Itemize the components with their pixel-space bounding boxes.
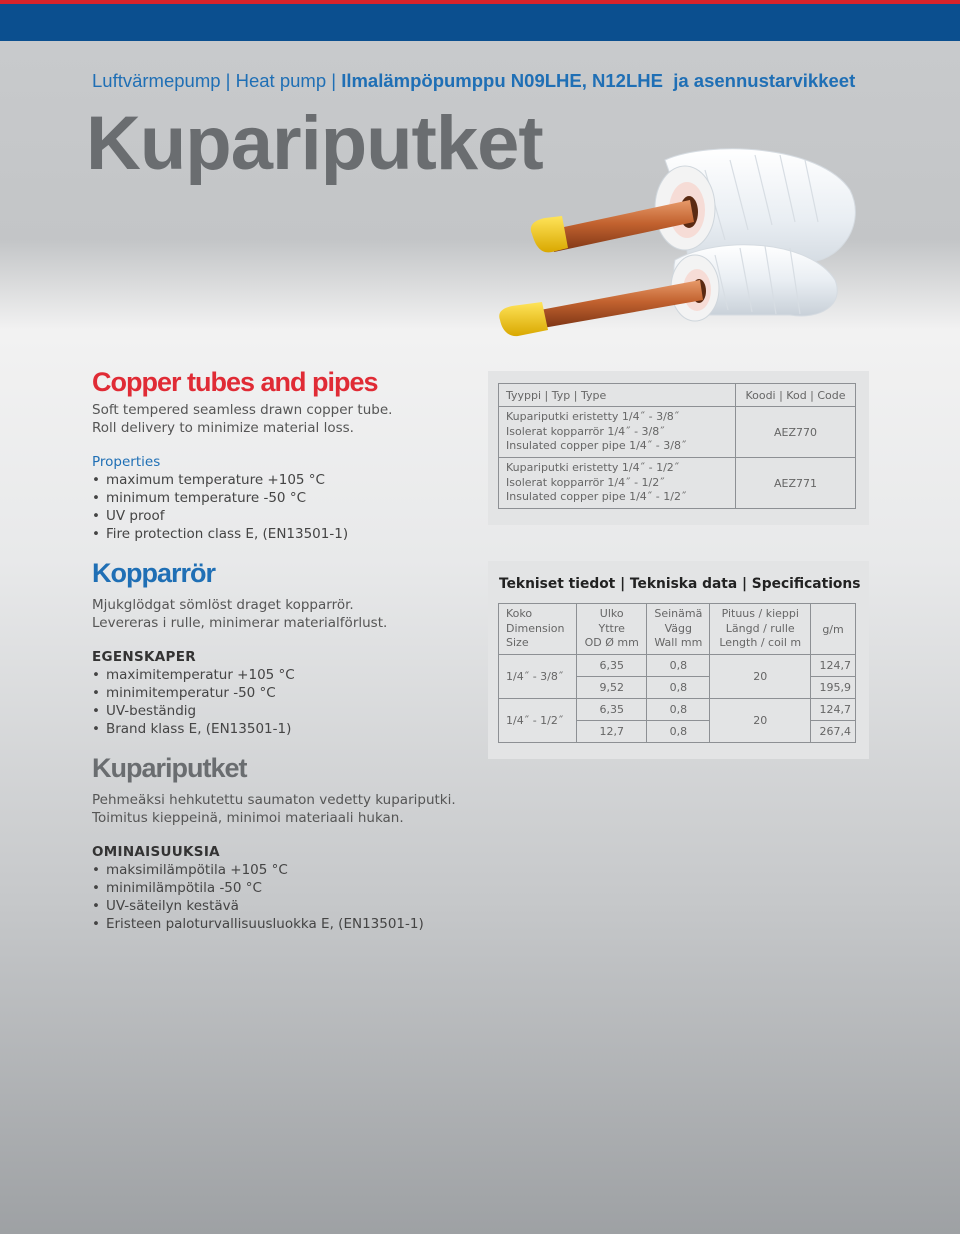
code-cell: AEZ771 xyxy=(736,458,856,509)
size-cell: 1/4˝ - 1/2˝ xyxy=(499,699,577,743)
swedish-property: • maximitemperatur +105 °C xyxy=(92,666,295,684)
wall-column-header xyxy=(647,604,710,655)
specs-header-row xyxy=(499,604,856,655)
swedish-line-2: Levereras i rulle, minimerar materialförlust. xyxy=(92,615,388,631)
english-property: • Fire protection class E, (EN13501-1) xyxy=(92,525,348,543)
code-cell: AEZ770 xyxy=(736,407,856,458)
wall-cell: 0,8 xyxy=(647,721,710,743)
code-table-header xyxy=(499,384,856,407)
size-cell: 1/4˝ - 3/8˝ xyxy=(499,655,577,699)
finnish-property: • maksimilämpötila +105 °C xyxy=(92,861,424,879)
swedish-property: • minimitemperatur -50 °C xyxy=(92,684,295,702)
od-cell: 9,52 xyxy=(577,677,647,699)
header-line: Size xyxy=(506,636,529,650)
length-column-header xyxy=(710,604,811,655)
finnish-heading: Kupariputket xyxy=(92,753,247,783)
header-line: Dimension xyxy=(506,621,565,635)
gm-cell: 195,9 xyxy=(811,677,856,699)
gm-cell: 267,4 xyxy=(811,721,856,743)
breadcrumb-product: Ilmalämpöpumppu N09LHE, N12LHE xyxy=(341,70,663,91)
english-line-2: Roll delivery to minimize material loss. xyxy=(92,420,354,436)
swedish-property: • UV-beständig xyxy=(92,702,295,720)
finnish-line-2: Toimitus kieppeinä, minimoi materiaali hukan. xyxy=(92,810,404,826)
table-row xyxy=(499,655,856,677)
breadcrumb-suffix: ja asennustarvikkeet xyxy=(662,70,856,91)
swedish-description xyxy=(92,596,387,632)
english-heading: Copper tubes and pipes xyxy=(92,367,378,397)
length-cell: 20 xyxy=(710,699,811,743)
header-line: Längd / rulle xyxy=(725,621,795,635)
type-line: Insulated copper pipe 1/4˝ - 1/2˝ xyxy=(506,490,687,504)
type-line: Isolerat kopparrör 1/4˝ - 1/2˝ xyxy=(506,475,665,489)
type-line: Kupariputki eristetty 1/4˝ - 1/2˝ xyxy=(506,461,680,475)
swedish-heading: Kopparrör xyxy=(92,558,216,588)
english-property: • minimum temperature -50 °C xyxy=(92,489,348,507)
header-line: Vägg xyxy=(664,621,693,635)
english-line-1: Soft tempered seamless drawn copper tube. xyxy=(92,402,393,418)
finnish-property: • Eristeen paloturvallisuusluokka E, (EN13501-1) xyxy=(92,915,424,933)
breadcrumb-category: Luftvärmepump | Heat pump | xyxy=(92,70,342,91)
od-cell: 12,7 xyxy=(577,721,647,743)
specs-table xyxy=(498,603,856,743)
finnish-line-1: Pehmeäksi hehkutettu saumaton vedetty kupariputki. xyxy=(92,792,456,808)
wall-cell: 0,8 xyxy=(647,699,710,721)
swedish-properties-heading: EGENSKAPER xyxy=(92,649,196,665)
finnish-property: • minimilämpötila -50 °C xyxy=(92,879,424,897)
wall-cell: 0,8 xyxy=(647,655,710,677)
gm-cell: 124,7 xyxy=(811,699,856,721)
code-column-header: Koodi | Kod | Code xyxy=(736,384,856,407)
finnish-properties xyxy=(92,843,424,933)
header-line: Yttre xyxy=(598,621,625,635)
finnish-properties-heading: OMINAISUUKSIA xyxy=(92,844,220,860)
finnish-property: • UV-säteilyn kestävä xyxy=(92,897,424,915)
header-line: Wall mm xyxy=(654,636,703,650)
header-line: Ulko xyxy=(599,607,624,621)
size-column-header xyxy=(499,604,577,655)
type-line: Isolerat kopparrör 1/4˝ - 3/8˝ xyxy=(506,424,665,438)
header-line: Pituus / kieppi xyxy=(721,607,799,621)
table-row xyxy=(499,699,856,721)
swedish-properties xyxy=(92,648,295,738)
english-properties xyxy=(92,453,348,543)
header-line: Koko xyxy=(506,607,533,621)
breadcrumb xyxy=(92,70,855,92)
swedish-property: • Brand klass E, (EN13501-1) xyxy=(92,720,295,738)
type-cell xyxy=(499,458,736,509)
header-blue-band xyxy=(0,4,960,41)
type-line: Kupariputki eristetty 1/4˝ - 3/8˝ xyxy=(506,410,680,424)
swedish-line-1: Mjukglödgat sömlöst draget kopparrör. xyxy=(92,597,354,613)
od-cell: 6,35 xyxy=(577,655,647,677)
english-properties-heading: Properties xyxy=(92,454,161,470)
header-line: OD Ø mm xyxy=(584,636,639,650)
table-row xyxy=(499,458,856,509)
finnish-description xyxy=(92,791,456,827)
gm-column-header: g/m xyxy=(811,604,856,655)
copper-pipe-image xyxy=(490,130,870,350)
od-column-header xyxy=(577,604,647,655)
length-cell: 20 xyxy=(710,655,811,699)
wall-cell: 0,8 xyxy=(647,677,710,699)
type-line: Insulated copper pipe 1/4˝ - 3/8˝ xyxy=(506,439,687,453)
code-table xyxy=(498,383,856,509)
od-cell: 6,35 xyxy=(577,699,647,721)
page-title: Kupariputket xyxy=(86,101,543,186)
english-property: • maximum temperature +105 °C xyxy=(92,471,348,489)
english-description xyxy=(92,401,392,437)
header-line: Length / coil m xyxy=(719,636,802,650)
english-property: • UV proof xyxy=(92,507,348,525)
specs-title: Tekniset tiedot | Tekniska data | Specifications xyxy=(499,576,861,592)
type-cell xyxy=(499,407,736,458)
header-line: Seinämä xyxy=(654,607,703,621)
table-row xyxy=(499,407,856,458)
type-column-header: Tyyppi | Typ | Type xyxy=(499,384,736,407)
gm-cell: 124,7 xyxy=(811,655,856,677)
